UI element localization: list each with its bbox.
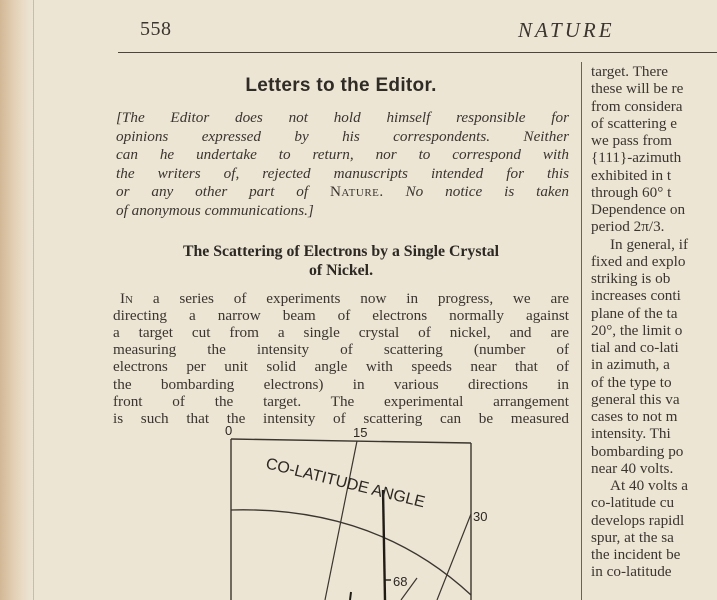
article-body bbox=[113, 290, 569, 428]
disclaimer-line: opinions expressed by his correspondents. Neither bbox=[116, 127, 569, 145]
article-title bbox=[113, 242, 569, 281]
right-col-line: in azimuth, a bbox=[591, 356, 670, 374]
axis-label-colatitude: CO-LATITUDE ANGLE bbox=[264, 455, 427, 512]
left-column bbox=[113, 68, 569, 427]
section-title: Letters to the Editor. bbox=[245, 75, 437, 96]
right-col-line: general this va bbox=[591, 390, 680, 408]
body-line bbox=[113, 290, 569, 307]
curve-marker-label: 68 bbox=[393, 574, 408, 589]
right-col-line: tial and co-lati bbox=[591, 339, 679, 356]
body-text: a series of experiments now in progress, we are bbox=[133, 289, 569, 307]
disclaimer-text: No notice is taken bbox=[383, 183, 570, 201]
disclaimer-line bbox=[116, 183, 569, 202]
right-col-line: cases to not m bbox=[591, 408, 678, 425]
right-col-line: co-latitude cu bbox=[591, 494, 675, 512]
right-col-line: increases conti bbox=[591, 287, 681, 305]
article-title-line: The Scattering of Electrons by a Single Crystal bbox=[182, 242, 500, 260]
right-col-line: At 40 volts a bbox=[610, 477, 689, 494]
right-col-line: fixed and explo bbox=[591, 252, 686, 270]
right-col-line: target. There bbox=[591, 63, 669, 80]
disclaimer-line: the writers of, rejected manuscripts intended for this bbox=[116, 164, 569, 182]
right-col-line: these will be re bbox=[591, 80, 684, 98]
intensity-curve bbox=[383, 490, 385, 600]
curve-stub bbox=[350, 592, 351, 600]
journal-name-smallcaps: Nature. bbox=[329, 183, 384, 201]
page-number: 558 bbox=[140, 18, 172, 40]
body-line: directing a narrow beam of electrons normally against bbox=[113, 306, 569, 324]
right-col-line: 20°, the limit o bbox=[591, 321, 683, 339]
disclaimer-line: of anonymous communications.] bbox=[116, 201, 314, 219]
right-col-line: intensity. Thi bbox=[591, 425, 671, 443]
polar-arc bbox=[231, 510, 471, 595]
radial-line-30 bbox=[437, 514, 471, 600]
disclaimer-line: can he undertake to return, nor to correspond with bbox=[116, 146, 569, 164]
right-col-line: {111}-azimuth bbox=[591, 149, 682, 167]
right-col-line: from considera bbox=[591, 97, 683, 115]
right-col-line: near 40 volts. bbox=[591, 459, 674, 477]
right-col-line: In general, if bbox=[610, 235, 689, 253]
body-line: measuring the intensity of scattering (number of bbox=[113, 341, 569, 359]
figure-top-border bbox=[231, 439, 471, 443]
tick-label-15: 15 bbox=[353, 425, 368, 440]
polar-figure bbox=[205, 420, 515, 600]
body-line: a target cut from a single crystal of nickel, and are bbox=[113, 323, 569, 341]
article-title-line: of Nickel. bbox=[308, 262, 374, 280]
column-rule bbox=[581, 62, 582, 600]
right-col-line: in co-latitude bbox=[591, 563, 672, 581]
right-col-line: through 60° t bbox=[591, 183, 672, 201]
header-rule bbox=[118, 52, 717, 53]
body-line: electrons per unit solid angle with speeds near that of bbox=[113, 358, 569, 376]
body-line: is such that the intensity of scattering can be measured bbox=[113, 409, 569, 427]
right-col-line: plane of the ta bbox=[591, 304, 678, 322]
spine-edge bbox=[33, 0, 34, 600]
body-line: the bombarding electrons) in various directions in bbox=[113, 375, 569, 393]
right-col-line: of scattering e bbox=[591, 114, 678, 132]
right-col-line: exhibited in t bbox=[591, 166, 672, 184]
body-line: front of the target. The experimental arrangement bbox=[113, 392, 569, 410]
right-col-line: bombarding po bbox=[591, 442, 684, 460]
right-col-line: striking is ob bbox=[591, 270, 671, 287]
right-col-line: Dependence on bbox=[591, 201, 686, 218]
drop-cap: In bbox=[120, 289, 134, 307]
right-column bbox=[591, 63, 717, 581]
journal-title: NATURE bbox=[518, 18, 615, 42]
right-col-line: period 2π/3. bbox=[591, 218, 665, 236]
tick-label-30: 30 bbox=[473, 509, 488, 524]
right-col-line: we pass from bbox=[591, 132, 672, 149]
tick-label-0: 0 bbox=[225, 423, 233, 438]
page-spine bbox=[0, 0, 33, 600]
editor-disclaimer bbox=[116, 109, 569, 221]
disclaimer-text: or any other part of bbox=[116, 183, 330, 201]
right-col-line: spur, at the sa bbox=[591, 528, 674, 546]
right-col-line: the incident be bbox=[591, 546, 681, 563]
right-col-line: develops rapidl bbox=[591, 511, 685, 529]
disclaimer-line: [The Editor does not hold himself responsible for bbox=[116, 109, 569, 126]
right-col-line: of the type to bbox=[591, 373, 672, 391]
figure-drawing bbox=[205, 420, 515, 600]
radial-line-15 bbox=[325, 441, 357, 600]
